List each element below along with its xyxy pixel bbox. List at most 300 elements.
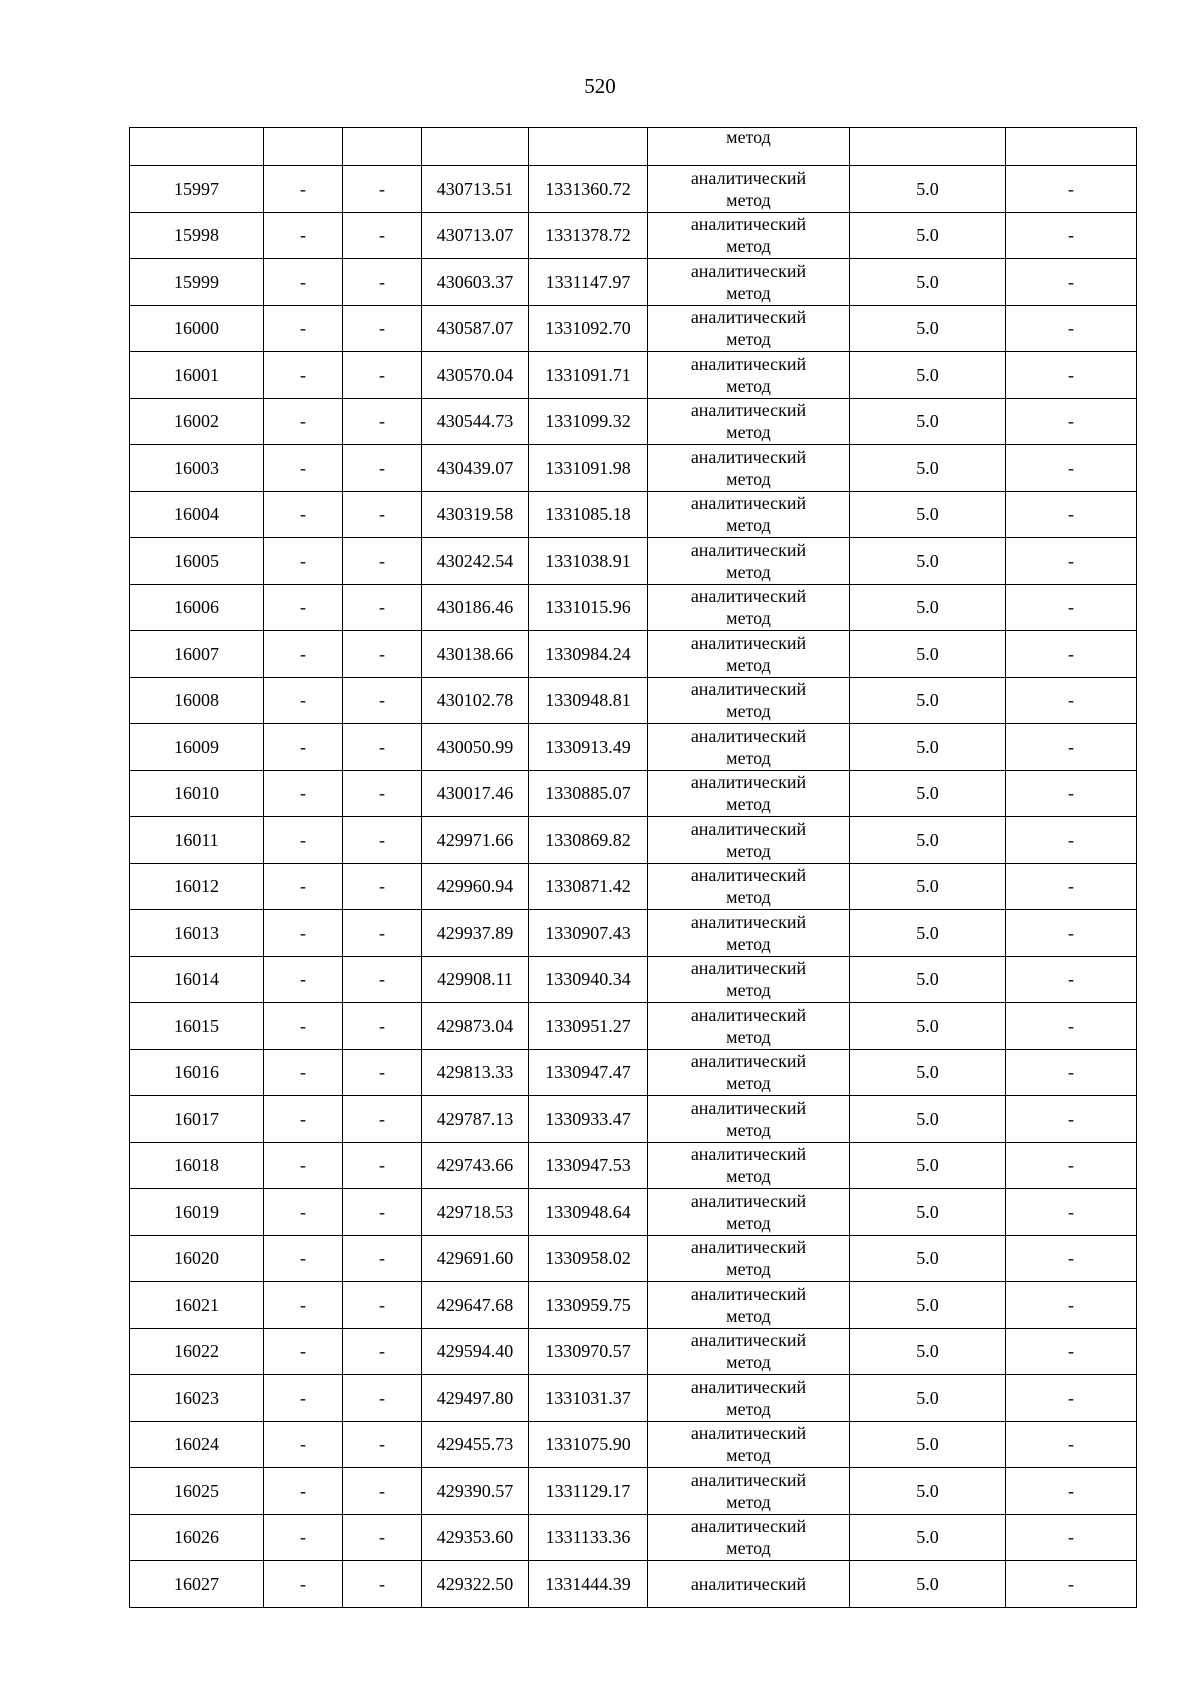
accuracy-cell: 5.0 (850, 212, 1006, 259)
dash-cell: - (264, 1561, 343, 1608)
dash-cell: - (1006, 1189, 1137, 1236)
x-coordinate-cell: 429594.40 (422, 1328, 529, 1375)
dash-cell: - (343, 863, 422, 910)
dash-cell: - (1006, 445, 1137, 492)
y-coordinate-cell: 1331091.71 (529, 352, 648, 399)
method-line-1: аналитический (690, 911, 807, 932)
method-cell (648, 259, 850, 306)
y-coordinate-cell: 1331444.39 (529, 1561, 648, 1608)
y-coordinate-cell: 1331129.17 (529, 1468, 648, 1515)
dash-cell: - (264, 584, 343, 631)
method-cell (648, 538, 850, 585)
dash-cell: - (343, 1096, 422, 1143)
method-cell (648, 817, 850, 864)
accuracy-cell: 5.0 (850, 631, 1006, 678)
x-coordinate-cell: 429937.89 (422, 910, 529, 957)
table-row (130, 445, 1137, 492)
table-row (130, 538, 1137, 585)
accuracy-cell: 5.0 (850, 863, 1006, 910)
dash-cell: - (1006, 259, 1137, 306)
dash-cell: - (343, 538, 422, 585)
method-cell (648, 1282, 850, 1329)
dash-cell: - (1006, 1142, 1137, 1189)
x-coordinate-cell: 429908.11 (422, 956, 529, 1003)
method-line-2: метод (726, 1445, 771, 1466)
dash-cell: - (264, 445, 343, 492)
method-line-2: метод (726, 1259, 771, 1280)
method-line-2: метод (726, 515, 771, 536)
dash-cell: - (1006, 1049, 1137, 1096)
method-line-1: аналитический (690, 1097, 807, 1118)
y-coordinate-cell: 1331099.32 (529, 398, 648, 445)
dash-cell: - (264, 1421, 343, 1468)
y-coordinate-cell: 1331075.90 (529, 1421, 648, 1468)
method-line-2: метод (726, 933, 771, 954)
table-cell (1006, 128, 1137, 166)
dash-cell: - (1006, 677, 1137, 724)
method-line-2: метод (726, 980, 771, 1001)
x-coordinate-cell: 430587.07 (422, 305, 529, 352)
accuracy-cell: 5.0 (850, 1375, 1006, 1422)
method-line-2: метод (726, 561, 771, 582)
accuracy-cell: 5.0 (850, 166, 1006, 213)
dash-cell: - (264, 1049, 343, 1096)
dash-cell: - (343, 1328, 422, 1375)
dash-cell: - (343, 1468, 422, 1515)
method-line-2: метод (726, 1538, 771, 1559)
table-row (130, 305, 1137, 352)
dash-cell: - (1006, 584, 1137, 631)
point-id-cell: 16022 (130, 1328, 264, 1375)
y-coordinate-cell: 1331085.18 (529, 491, 648, 538)
x-coordinate-cell: 429497.80 (422, 1375, 529, 1422)
dash-cell: - (264, 1142, 343, 1189)
x-coordinate-cell: 429718.53 (422, 1189, 529, 1236)
dash-cell: - (264, 166, 343, 213)
method-line-1: аналитический (690, 1573, 807, 1594)
method-line-1: аналитический (690, 493, 807, 514)
dash-cell: - (264, 1003, 343, 1050)
accuracy-cell: 5.0 (850, 910, 1006, 957)
dash-cell: - (343, 817, 422, 864)
x-coordinate-cell: 429691.60 (422, 1235, 529, 1282)
y-coordinate-cell: 1331133.36 (529, 1514, 648, 1561)
accuracy-cell: 5.0 (850, 445, 1006, 492)
method-line-1: аналитический (690, 1237, 807, 1258)
accuracy-cell: 5.0 (850, 584, 1006, 631)
point-id-cell: 16007 (130, 631, 264, 678)
dash-cell: - (264, 817, 343, 864)
method-line-1: аналитический (690, 1330, 807, 1351)
dash-cell: - (264, 677, 343, 724)
table-row (130, 584, 1137, 631)
point-id-cell: 16027 (130, 1561, 264, 1608)
x-coordinate-cell: 429813.33 (422, 1049, 529, 1096)
accuracy-cell: 5.0 (850, 770, 1006, 817)
method-cell (648, 1142, 850, 1189)
dash-cell: - (264, 212, 343, 259)
point-id-cell: 16026 (130, 1514, 264, 1561)
method-line-1: аналитический (690, 1423, 807, 1444)
table-row (130, 1421, 1137, 1468)
dash-cell: - (1006, 538, 1137, 585)
method-line-2: метод (726, 329, 771, 350)
y-coordinate-cell: 1330947.53 (529, 1142, 648, 1189)
y-coordinate-cell: 1330933.47 (529, 1096, 648, 1143)
y-coordinate-cell: 1330959.75 (529, 1282, 648, 1329)
table-row (130, 1282, 1137, 1329)
table-row (130, 631, 1137, 678)
method-cell (648, 166, 850, 213)
point-id-cell: 16005 (130, 538, 264, 585)
method-line-1: аналитический (690, 1469, 807, 1490)
table-row (130, 1049, 1137, 1096)
dash-cell: - (264, 1235, 343, 1282)
dash-cell: - (1006, 1375, 1137, 1422)
method-line-1: аналитический (690, 958, 807, 979)
table-row (130, 212, 1137, 259)
accuracy-cell: 5.0 (850, 1282, 1006, 1329)
table-row (130, 1189, 1137, 1236)
dash-cell: - (1006, 1235, 1137, 1282)
method-cell (648, 770, 850, 817)
method-cell (648, 631, 850, 678)
table-row (130, 352, 1137, 399)
accuracy-cell: 5.0 (850, 1096, 1006, 1143)
x-coordinate-cell: 429743.66 (422, 1142, 529, 1189)
page-number: 520 (584, 74, 616, 98)
dash-cell: - (264, 770, 343, 817)
dash-cell: - (343, 352, 422, 399)
method-line-2: метод (726, 1491, 771, 1512)
method-cell (648, 491, 850, 538)
method-cell (648, 398, 850, 445)
point-id-cell: 16004 (130, 491, 264, 538)
method-line-2: метод (726, 1212, 771, 1233)
method-line-2: метод (726, 887, 771, 908)
coordinates-table (129, 127, 1137, 1608)
accuracy-cell: 5.0 (850, 352, 1006, 399)
dash-cell: - (264, 1375, 343, 1422)
table-row (130, 956, 1137, 1003)
dash-cell: - (1006, 1468, 1137, 1515)
method-cell (648, 352, 850, 399)
y-coordinate-cell: 1330869.82 (529, 817, 648, 864)
x-coordinate-cell: 429787.13 (422, 1096, 529, 1143)
x-coordinate-cell: 429873.04 (422, 1003, 529, 1050)
y-coordinate-cell: 1331378.72 (529, 212, 648, 259)
point-id-cell: 16010 (130, 770, 264, 817)
x-coordinate-cell: 430138.66 (422, 631, 529, 678)
method-line-1: аналитический (690, 1004, 807, 1025)
dash-cell: - (343, 1514, 422, 1561)
table-row (130, 166, 1137, 213)
x-coordinate-cell: 430570.04 (422, 352, 529, 399)
point-id-cell: 16013 (130, 910, 264, 957)
dash-cell: - (343, 1003, 422, 1050)
accuracy-cell: 5.0 (850, 1468, 1006, 1515)
dash-cell: - (1006, 1514, 1137, 1561)
method-line-1: аналитический (690, 632, 807, 653)
dash-cell: - (343, 1375, 422, 1422)
y-coordinate-cell: 1330871.42 (529, 863, 648, 910)
x-coordinate-cell: 430713.51 (422, 166, 529, 213)
dash-cell: - (1006, 770, 1137, 817)
point-id-cell: 16019 (130, 1189, 264, 1236)
point-id-cell: 16008 (130, 677, 264, 724)
dash-cell: - (343, 724, 422, 771)
dash-cell: - (1006, 910, 1137, 957)
method-line-1: аналитический (690, 818, 807, 839)
table-cell (130, 128, 264, 166)
table-body (130, 128, 1137, 1608)
method-cell (648, 956, 850, 1003)
dash-cell: - (343, 1189, 422, 1236)
x-coordinate-cell: 430713.07 (422, 212, 529, 259)
method-line-1: аналитический (690, 353, 807, 374)
point-id-cell: 15999 (130, 259, 264, 306)
x-coordinate-cell: 430186.46 (422, 584, 529, 631)
y-coordinate-cell: 1330948.81 (529, 677, 648, 724)
dash-cell: - (1006, 212, 1137, 259)
dash-cell: - (1006, 352, 1137, 399)
y-coordinate-cell: 1331147.97 (529, 259, 648, 306)
x-coordinate-cell: 430439.07 (422, 445, 529, 492)
y-coordinate-cell: 1331038.91 (529, 538, 648, 585)
accuracy-cell: 5.0 (850, 491, 1006, 538)
dash-cell: - (264, 956, 343, 1003)
method-cell (648, 1049, 850, 1096)
method-cell (648, 1514, 850, 1561)
dash-cell: - (1006, 305, 1137, 352)
method-cell (648, 1003, 850, 1050)
method-line-1: аналитический (690, 1516, 807, 1537)
method-line-1: аналитический (690, 307, 807, 328)
x-coordinate-cell: 429647.68 (422, 1282, 529, 1329)
dash-cell: - (264, 1328, 343, 1375)
accuracy-cell: 5.0 (850, 1514, 1006, 1561)
point-id-cell: 16023 (130, 1375, 264, 1422)
method-line-2: метод (726, 1166, 771, 1187)
dash-cell: - (343, 1235, 422, 1282)
dash-cell: - (1006, 1328, 1137, 1375)
method-line-2: метод (726, 375, 771, 396)
accuracy-cell: 5.0 (850, 259, 1006, 306)
method-line-1: аналитический (690, 865, 807, 886)
accuracy-cell: 5.0 (850, 1189, 1006, 1236)
y-coordinate-cell: 1330984.24 (529, 631, 648, 678)
dash-cell: - (1006, 1421, 1137, 1468)
y-coordinate-cell: 1331360.72 (529, 166, 648, 213)
y-coordinate-cell: 1331031.37 (529, 1375, 648, 1422)
table-row (130, 724, 1137, 771)
y-coordinate-cell: 1331092.70 (529, 305, 648, 352)
point-id-cell: 16018 (130, 1142, 264, 1189)
accuracy-cell: 5.0 (850, 724, 1006, 771)
method-line-2: метод (726, 608, 771, 629)
accuracy-cell: 5.0 (850, 817, 1006, 864)
x-coordinate-cell: 429322.50 (422, 1561, 529, 1608)
dash-cell: - (343, 445, 422, 492)
dash-cell: - (264, 398, 343, 445)
method-cell (648, 1096, 850, 1143)
x-coordinate-cell: 430102.78 (422, 677, 529, 724)
point-id-cell: 16014 (130, 956, 264, 1003)
table-row (130, 863, 1137, 910)
accuracy-cell: 5.0 (850, 1142, 1006, 1189)
table-row (130, 1003, 1137, 1050)
continuation-row (130, 128, 1137, 166)
method-line-1: аналитический (690, 679, 807, 700)
accuracy-cell: 5.0 (850, 1561, 1006, 1608)
dash-cell: - (343, 677, 422, 724)
method-line-2: метод (726, 840, 771, 861)
dash-cell: - (1006, 631, 1137, 678)
dash-cell: - (343, 1421, 422, 1468)
method-cell (648, 863, 850, 910)
dash-cell: - (1006, 1003, 1137, 1050)
method-line-2: метод (726, 1073, 771, 1094)
method-line-2: метод (726, 654, 771, 675)
table-cell (850, 128, 1006, 166)
point-id-cell: 16017 (130, 1096, 264, 1143)
x-coordinate-cell: 430017.46 (422, 770, 529, 817)
method-line-1: аналитический (690, 1144, 807, 1165)
y-coordinate-cell: 1330958.02 (529, 1235, 648, 1282)
dash-cell: - (1006, 724, 1137, 771)
table-row (130, 1468, 1137, 1515)
accuracy-cell: 5.0 (850, 305, 1006, 352)
table-cell (264, 128, 343, 166)
method-line-2: метод (726, 282, 771, 303)
method-line-1: аналитический (690, 214, 807, 235)
y-coordinate-cell: 1330947.47 (529, 1049, 648, 1096)
accuracy-cell: 5.0 (850, 677, 1006, 724)
x-coordinate-cell: 430603.37 (422, 259, 529, 306)
dash-cell: - (1006, 491, 1137, 538)
method-line-1: аналитический (690, 772, 807, 793)
x-coordinate-cell: 429971.66 (422, 817, 529, 864)
table-row (130, 770, 1137, 817)
table-row (130, 817, 1137, 864)
dash-cell: - (343, 1282, 422, 1329)
accuracy-cell: 5.0 (850, 1003, 1006, 1050)
dash-cell: - (264, 352, 343, 399)
method-cell (648, 212, 850, 259)
y-coordinate-cell: 1330951.27 (529, 1003, 648, 1050)
method-cell (648, 1189, 850, 1236)
point-id-cell: 15997 (130, 166, 264, 213)
method-cell (648, 1328, 850, 1375)
method-line-1: аналитический (690, 167, 807, 188)
y-coordinate-cell: 1330907.43 (529, 910, 648, 957)
accuracy-cell: 5.0 (850, 1235, 1006, 1282)
method-line-2: метод (726, 1026, 771, 1047)
dash-cell: - (343, 166, 422, 213)
method-line-1: аналитический (690, 725, 807, 746)
method-cell (648, 724, 850, 771)
dash-cell: - (343, 584, 422, 631)
dash-cell: - (264, 259, 343, 306)
method-line-2: метод (726, 1119, 771, 1140)
table-row (130, 1561, 1137, 1608)
method-cell (648, 910, 850, 957)
table-row (130, 1142, 1137, 1189)
y-coordinate-cell: 1330940.34 (529, 956, 648, 1003)
y-coordinate-cell: 1331091.98 (529, 445, 648, 492)
dash-cell: - (343, 1142, 422, 1189)
dash-cell: - (1006, 166, 1137, 213)
point-id-cell: 16009 (130, 724, 264, 771)
method-cell (648, 1421, 850, 1468)
method-line-2: метод (726, 422, 771, 443)
x-coordinate-cell: 429390.57 (422, 1468, 529, 1515)
table-cell (422, 128, 529, 166)
method-line-1: аналитический (690, 539, 807, 560)
table-row (130, 1375, 1137, 1422)
method-line-1: аналитический (690, 1190, 807, 1211)
point-id-cell: 16021 (130, 1282, 264, 1329)
method-line-2: метод (726, 1398, 771, 1419)
dash-cell: - (264, 1189, 343, 1236)
dash-cell: - (1006, 1282, 1137, 1329)
dash-cell: - (1006, 863, 1137, 910)
accuracy-cell: 5.0 (850, 398, 1006, 445)
method-cell: метод (648, 128, 850, 166)
x-coordinate-cell: 430544.73 (422, 398, 529, 445)
table-row (130, 259, 1137, 306)
point-id-cell: 16024 (130, 1421, 264, 1468)
dash-cell: - (264, 1096, 343, 1143)
y-coordinate-cell: 1330970.57 (529, 1328, 648, 1375)
y-coordinate-cell: 1331015.96 (529, 584, 648, 631)
method-cell (648, 305, 850, 352)
table-row (130, 910, 1137, 957)
method-line-2: метод (726, 701, 771, 722)
point-id-cell: 16002 (130, 398, 264, 445)
method-line-2: метод (726, 794, 771, 815)
dash-cell: - (264, 305, 343, 352)
point-id-cell: 15998 (130, 212, 264, 259)
method-line-1: аналитический (690, 1376, 807, 1397)
method-line-2: метод (726, 236, 771, 257)
dash-cell: - (264, 1514, 343, 1561)
table-row (130, 677, 1137, 724)
y-coordinate-cell: 1330948.64 (529, 1189, 648, 1236)
method-cell (648, 584, 850, 631)
dash-cell: - (343, 212, 422, 259)
method-cell (648, 1235, 850, 1282)
x-coordinate-cell: 429455.73 (422, 1421, 529, 1468)
method-line-1: аналитический (690, 1051, 807, 1072)
dash-cell: - (1006, 1561, 1137, 1608)
dash-cell: - (264, 538, 343, 585)
accuracy-cell: 5.0 (850, 1328, 1006, 1375)
table-row (130, 1328, 1137, 1375)
method-line-2: метод (726, 468, 771, 489)
method-cell (648, 677, 850, 724)
point-id-cell: 16011 (130, 817, 264, 864)
method-cell (648, 1375, 850, 1422)
accuracy-cell: 5.0 (850, 538, 1006, 585)
point-id-cell: 16003 (130, 445, 264, 492)
method-line-2: метод (726, 1305, 771, 1326)
y-coordinate-cell: 1330885.07 (529, 770, 648, 817)
dash-cell: - (343, 1561, 422, 1608)
dash-cell: - (343, 259, 422, 306)
dash-cell: - (1006, 956, 1137, 1003)
method-cell (648, 445, 850, 492)
